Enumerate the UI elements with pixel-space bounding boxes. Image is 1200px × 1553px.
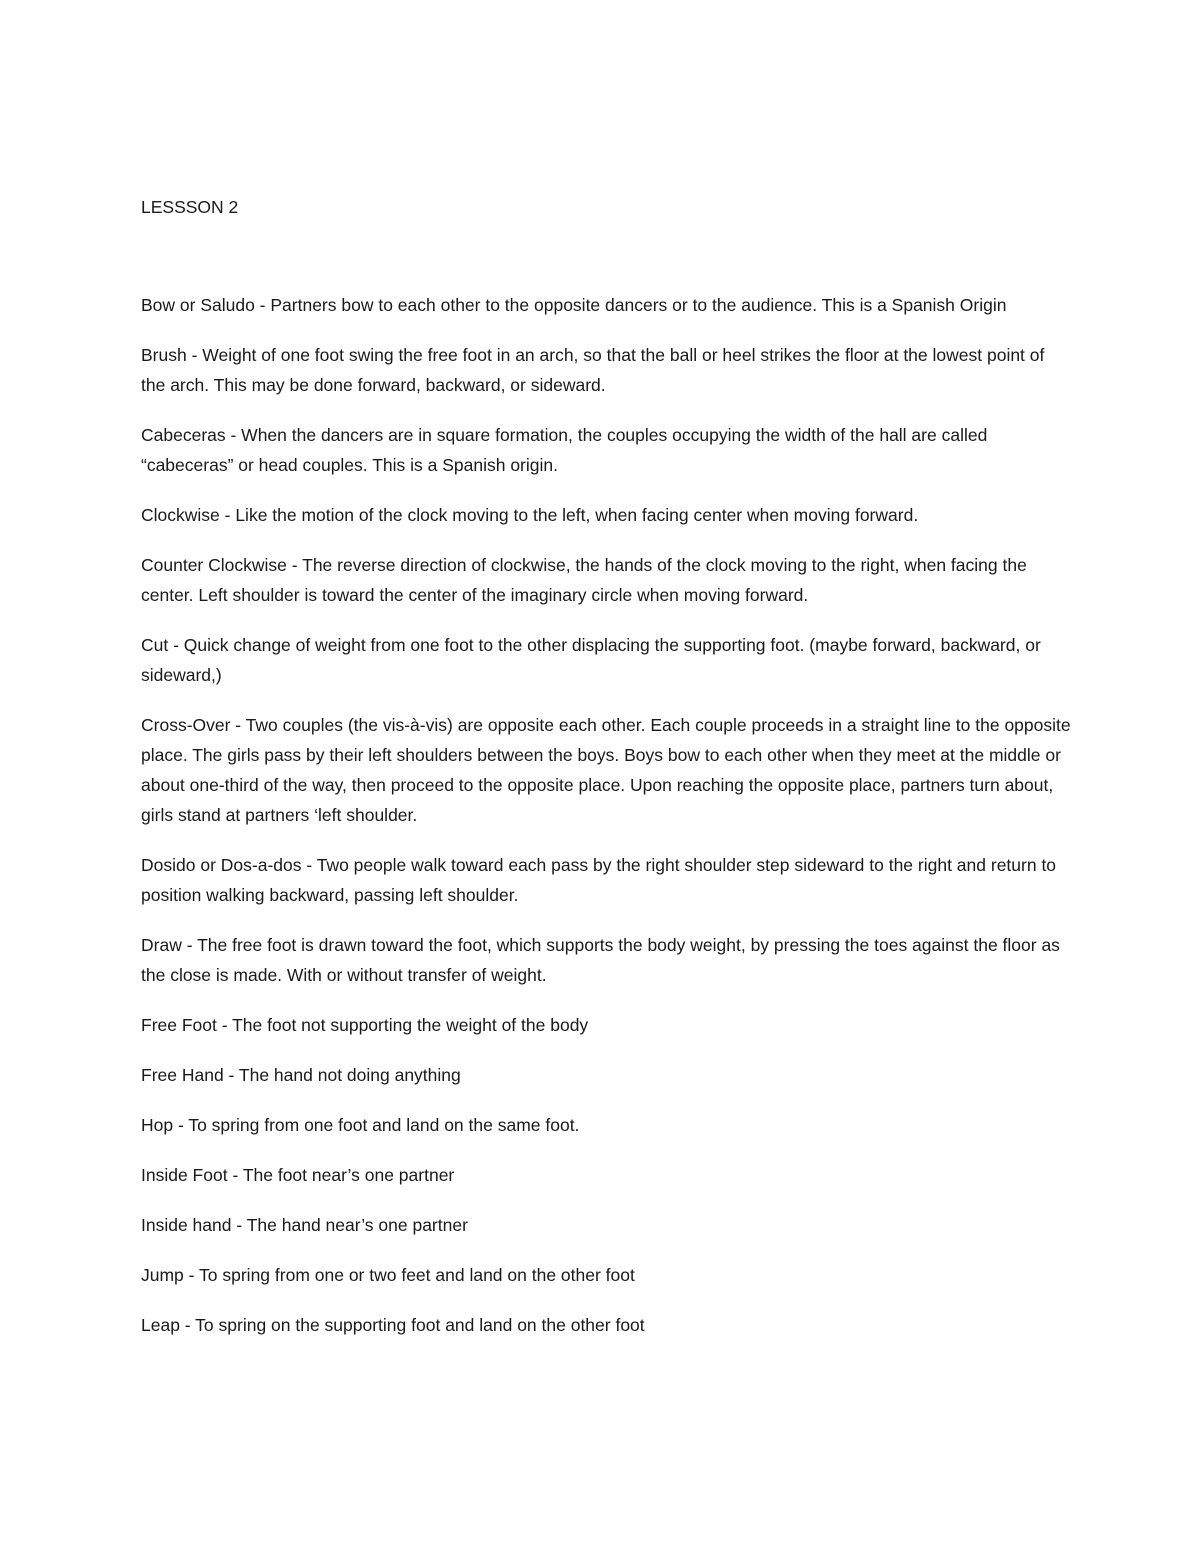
glossary-entry-cabeceras: Cabeceras - When the dancers are in square formation, the couples occupying the width of the hall are called “cabeceras” or head couples. This is a Spanish origin.: [141, 425, 988, 475]
glossary-entry-counter-clockwise: Counter Clockwise - The reverse direction of clockwise, the hands of the clock moving to the right, when facing the center. Left shoulder is toward the center of the imaginary circle when moving forward.: [141, 555, 1027, 605]
glossary-entry-jump: Jump - To spring from one or two feet and land on the other foot: [141, 1265, 635, 1285]
glossary-entry-inside-foot: Inside Foot - The foot near’s one partner: [141, 1165, 455, 1185]
glossary-entry-draw: Draw - The free foot is drawn toward the foot, which supports the body weight, by pressing the toes against the floor as the close is made. With or without transfer of weight.: [141, 935, 1060, 985]
glossary-entry-cut: Cut - Quick change of weight from one foot to the other displacing the supporting foot. (maybe forward, backward, or sideward,): [141, 635, 1041, 685]
glossary-entry-clockwise: Clockwise - Like the motion of the clock moving to the left, when facing center when moving forward.: [141, 505, 919, 525]
lesson-title: LESSSON 2: [141, 197, 239, 217]
glossary-entry-dosido: Dosido or Dos-a-dos - Two people walk toward each pass by the right shoulder step sideward to the right and return to position walking backward, passing left shoulder.: [141, 855, 1057, 905]
glossary-entry-brush: Brush - Weight of one foot swing the free foot in an arch, so that the ball or heel strikes the floor at the lowest point of the arch. This may be done forward, backward, or sideward.: [141, 345, 1045, 395]
glossary-entry-free-hand: Free Hand - The hand not doing anything: [141, 1065, 461, 1085]
glossary-entry-leap: Leap - To spring on the supporting foot and land on the other foot: [141, 1315, 645, 1335]
glossary-entry-hop: Hop - To spring from one foot and land on the same foot.: [141, 1115, 580, 1135]
glossary-entry-cross-over: Cross-Over - Two couples (the vis-à-vis) are opposite each other. Each couple proceeds in a straight line to the opposite place. The girls pass by their left shoulders between the boys. Boys bow to each other when they meet at the middle or about one-third of the way, then proceed to the opposite place. Upon reaching the opposite place, partners turn about, girls stand at partners ‘left shoulder.: [141, 715, 1071, 825]
glossary-entry-inside-hand: Inside hand - The hand near’s one partner: [141, 1215, 468, 1235]
glossary-entry-bow-or-saludo: Bow or Saludo - Partners bow to each other to the opposite dancers or to the audience. This is a Spanish Origin: [141, 295, 1007, 315]
document-body: [141, 192, 1071, 1360]
glossary-entry-free-foot: Free Foot - The foot not supporting the weight of the body: [141, 1015, 589, 1035]
